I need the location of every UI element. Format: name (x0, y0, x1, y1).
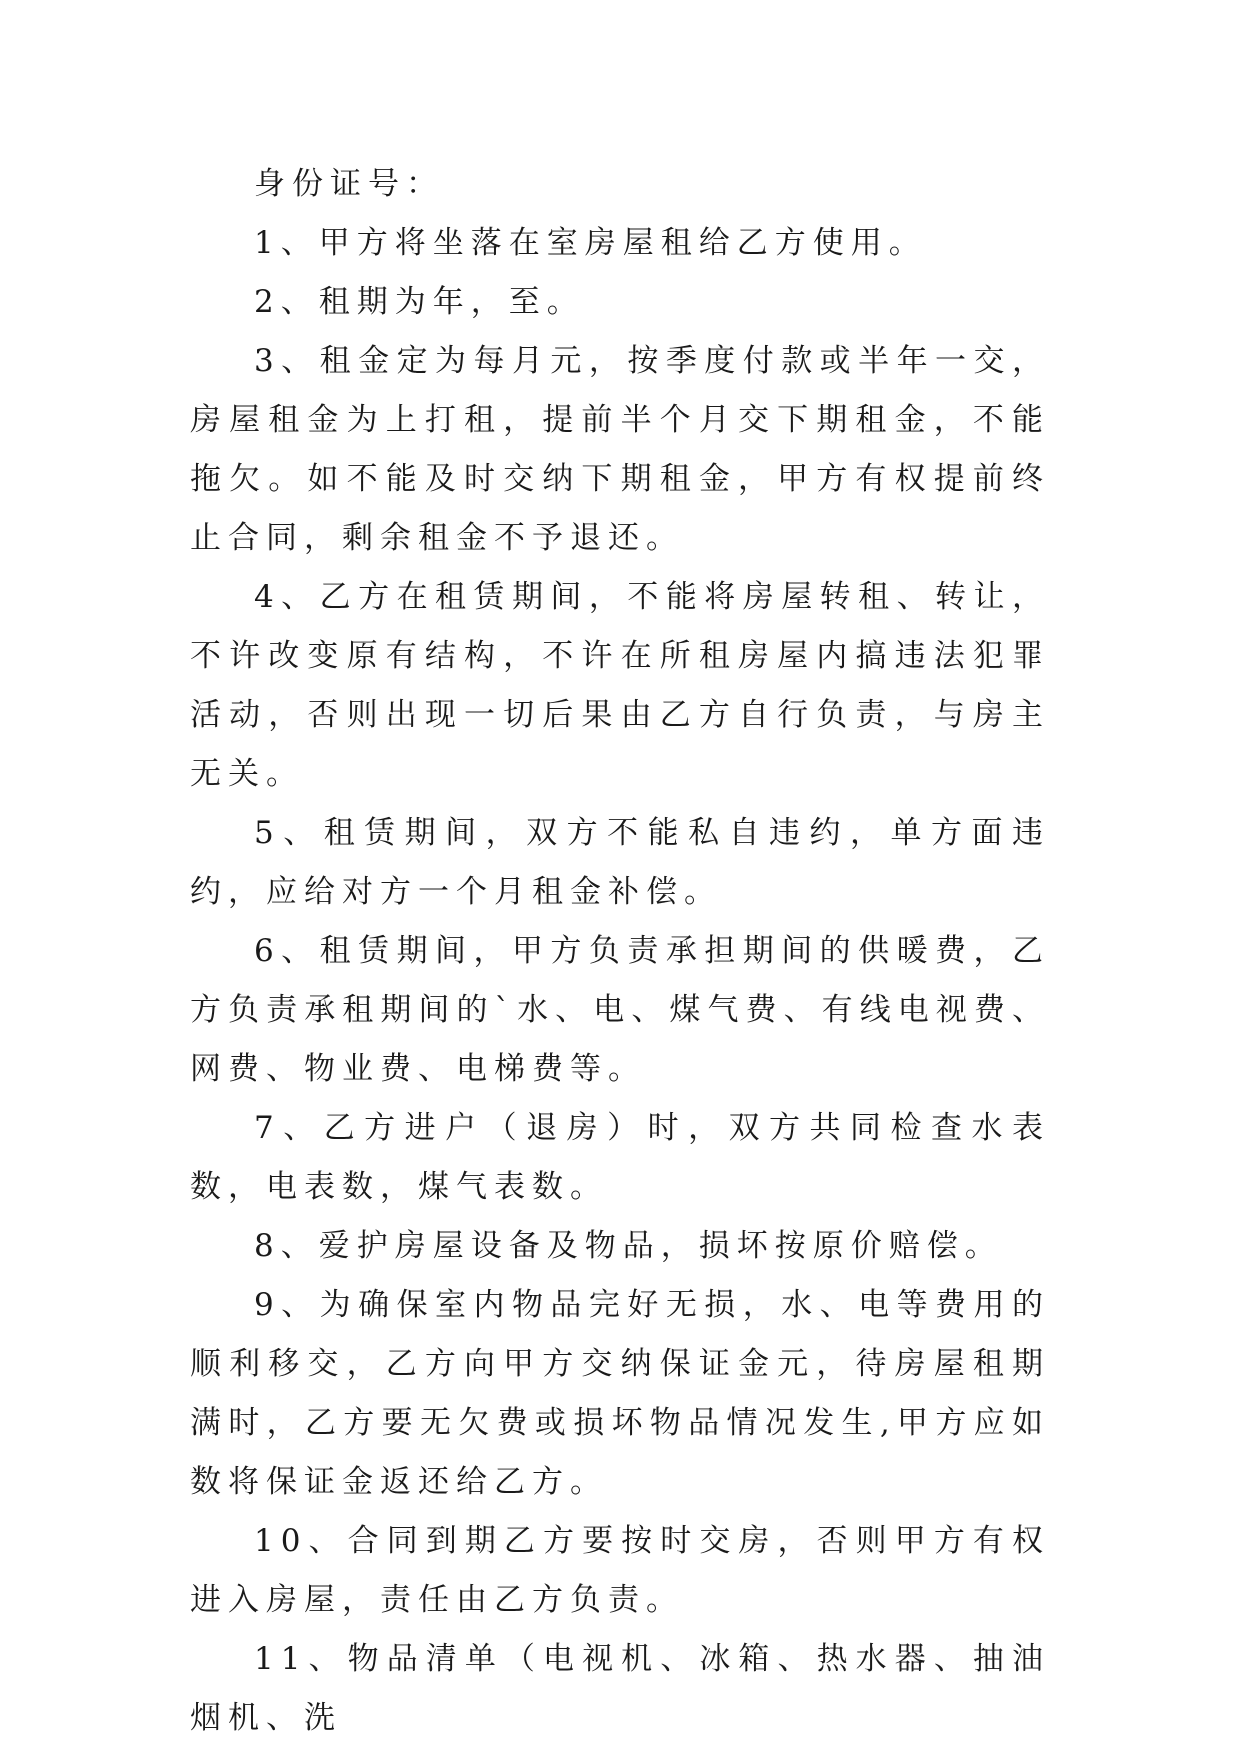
paragraph-id-number: 身份证号： (254, 166, 444, 202)
clause-2: 2、租期为年，至。 (254, 284, 585, 320)
clause-7: 7、乙方进户（退房）时，双方共同检查水表数，电表数，煤气表数。 (190, 1110, 1050, 1205)
clause-5: 5、租赁期间，双方不能私自违约，单方面违约，应给对方一个月租金补偿。 (190, 815, 1050, 910)
clause-6: 6、租赁期间，甲方负责承担期间的供暖费，乙方负责承租期间的`水、电、煤气费、有线电视费、网费、物业费、电梯费等。 (190, 933, 1050, 1087)
clause-11: 11、物品清单（电视机、冰箱、热水器、抽油烟机、洗 (190, 1641, 1050, 1736)
clause-8: 8、爱护房屋设备及物品，损坏按原价赔偿。 (254, 1228, 1003, 1264)
clause-4: 4、乙方在租赁期间，不能将房屋转租、转让，不许改变原有结构，不许在所租房屋内搞违法犯罪活动，否则出现一切后果由乙方自行负责，与房主无关。 (190, 579, 1050, 792)
document-body (190, 155, 1050, 1748)
clause-10: 10、合同到期乙方要按时交房，否则甲方有权进入房屋，责任由乙方负责。 (190, 1523, 1050, 1618)
clause-1: 1、甲方将坐落在室房屋租给乙方使用。 (254, 225, 927, 261)
clause-9: 9、为确保室内物品完好无损，水、电等费用的顺利移交，乙方向甲方交纳保证金元，待房屋租期满时，乙方要无欠费或损坏物品情况发生,甲方应如数将保证金返还给乙方。 (190, 1287, 1050, 1500)
clause-3: 3、租金定为每月元，按季度付款或半年一交，房屋租金为上打租，提前半个月交下期租金，不能拖欠。如不能及时交纳下期租金，甲方有权提前终止合同，剩余租金不予退还。 (190, 343, 1050, 556)
